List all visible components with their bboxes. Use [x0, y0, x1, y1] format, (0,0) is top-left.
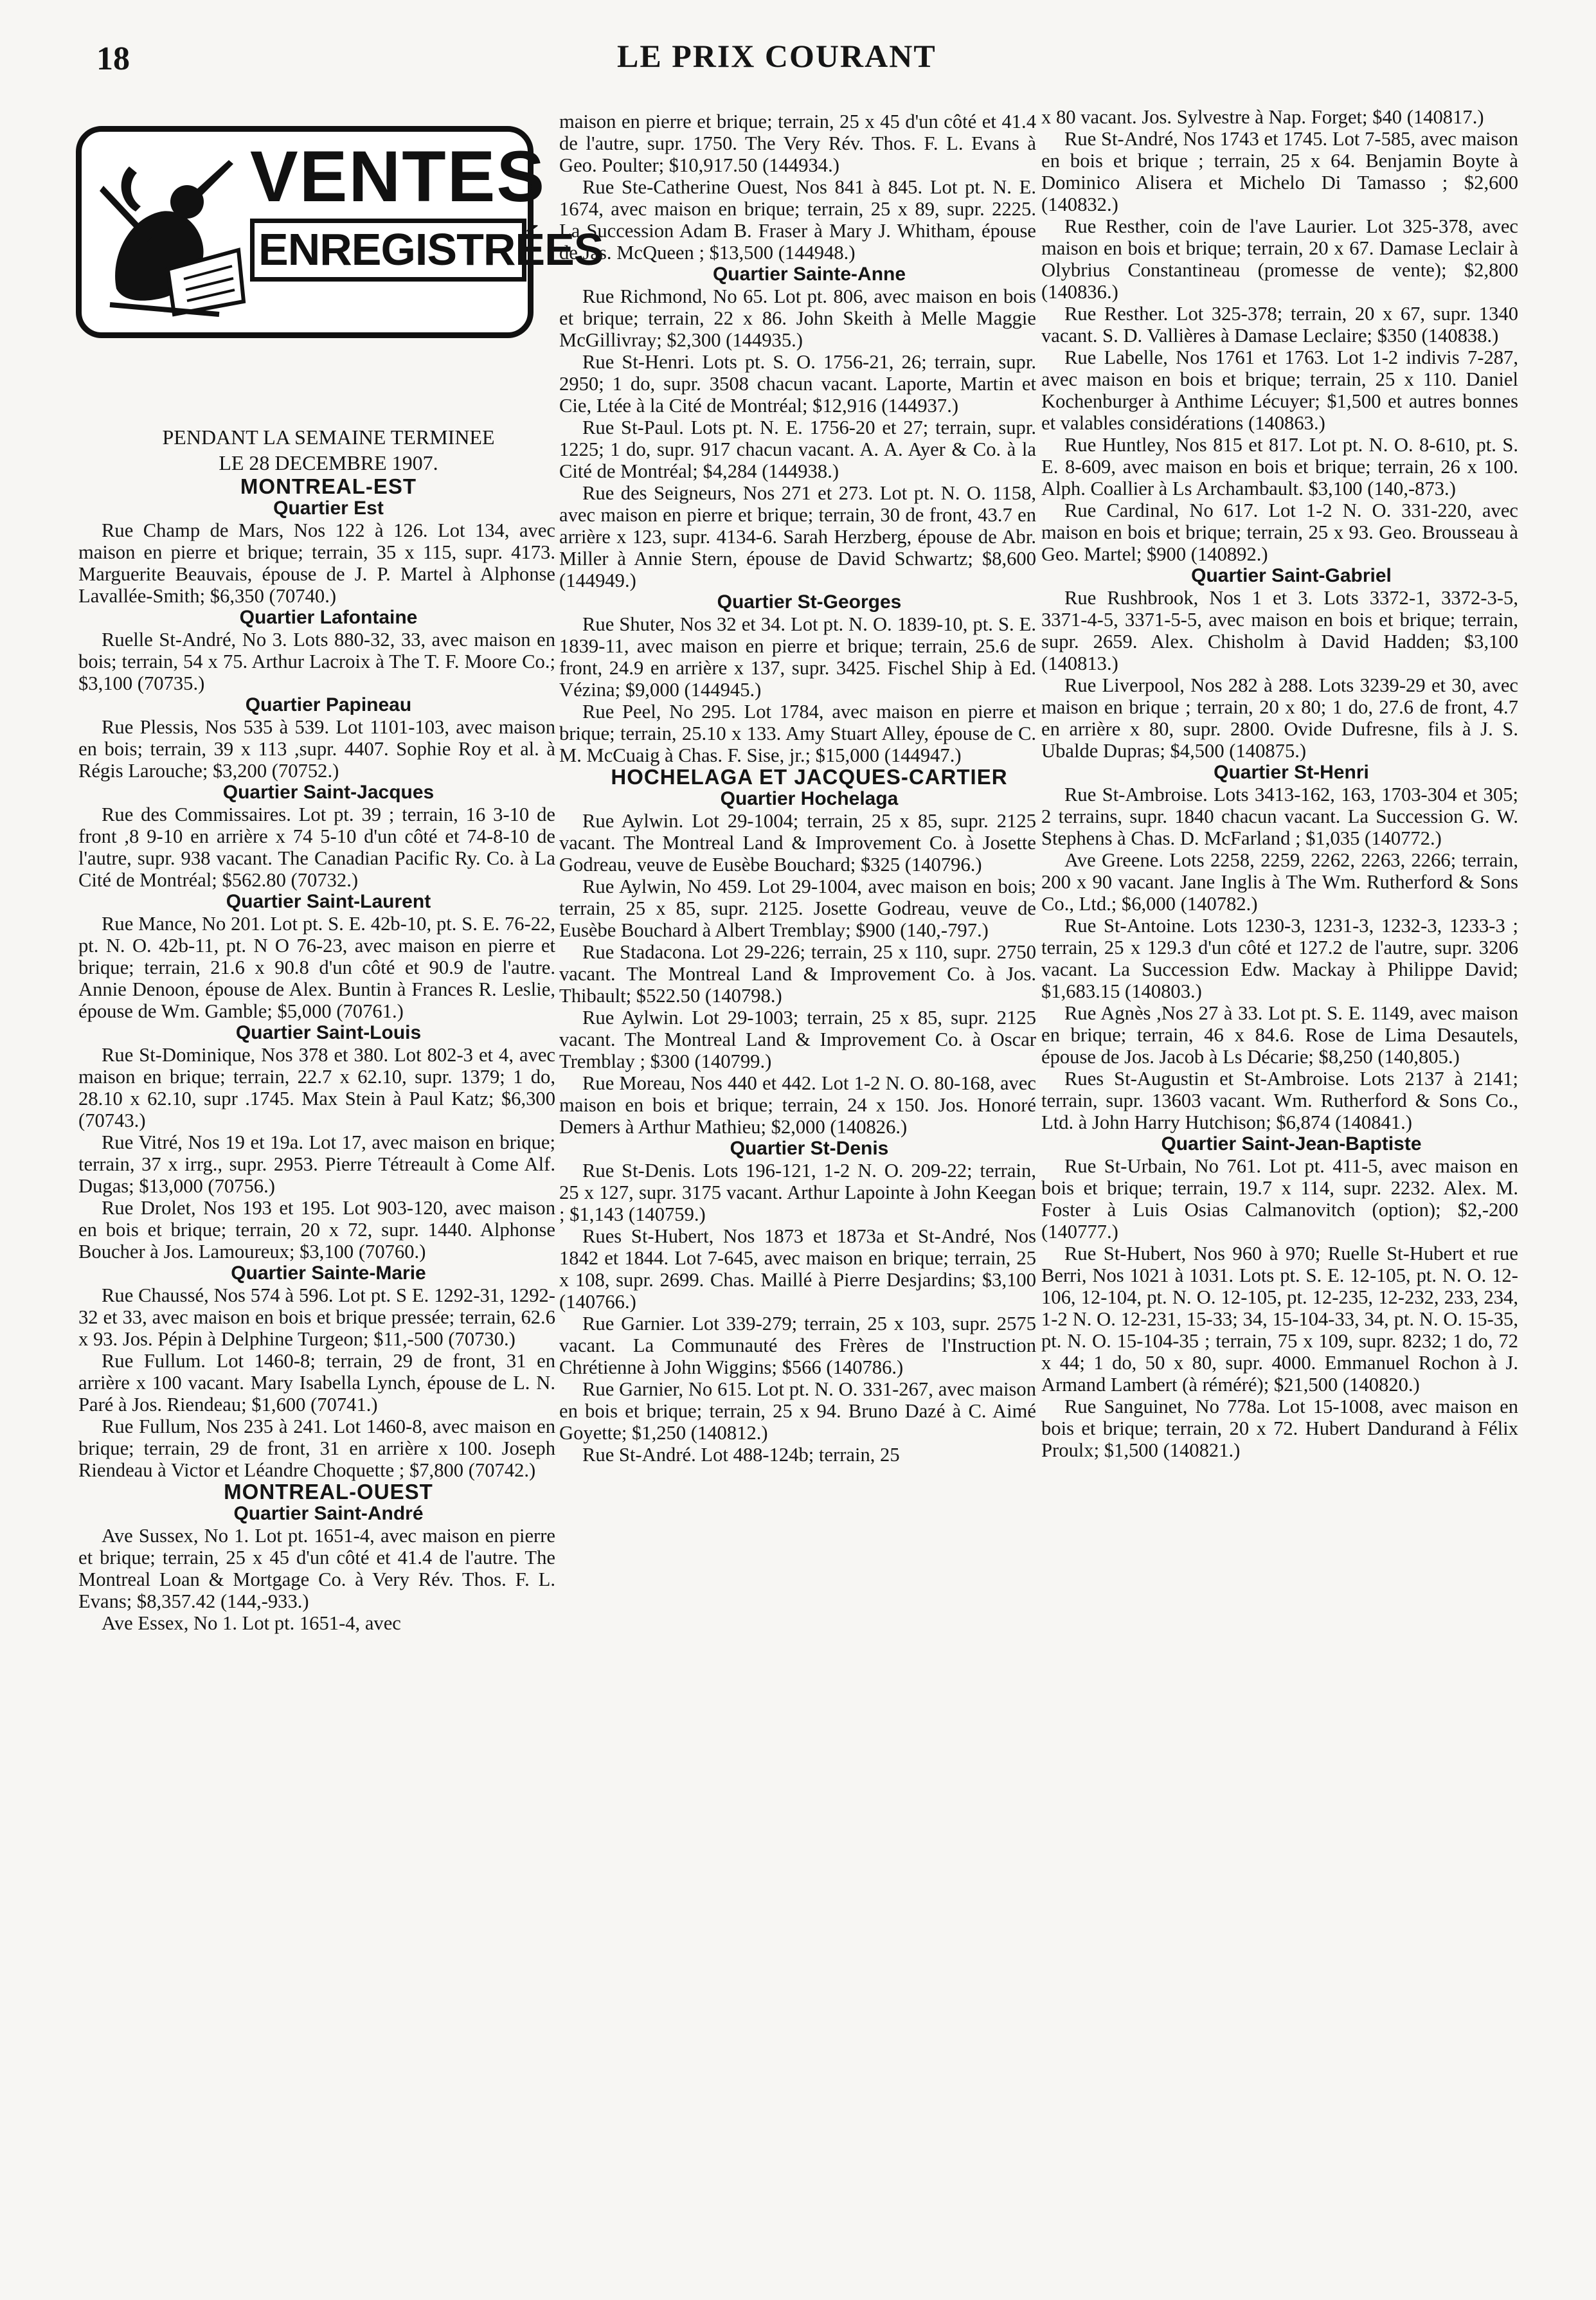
sale-entry: Rue Plessis, Nos 535 à 539. Lot 1101-103, avec maison en bois; terrain, 39 x 113 ,supr. 4407. Sophie Roy et al. à Régis Larouche; $3,200 (70752.) — [78, 716, 555, 782]
sale-entry: Rue Garnier, No 615. Lot pt. N. O. 331-267, avec maison en bois et brique; terrain, 25 x 94. Bruno Dazé à C. Aimé Goyette; $1,250 (140812.) — [559, 1378, 1036, 1444]
column-2-body — [559, 111, 1036, 1466]
sale-entry: Rue Fullum. Lot 1460-8; terrain, 29 de front, 31 en arrière x 100 vacant. Mary Isabella Lynch, épouse de L. N. Paré à Jos. Riendeau; $1,600 (70741.) — [78, 1350, 555, 1415]
quartier-heading: Quartier Sainte-Anne — [712, 264, 906, 285]
scribe-illustration-icon — [91, 141, 251, 327]
sale-entry: Rue St-Antoine. Lots 1230-3, 1231-3, 1232-3, 1233-3 ; terrain, 25 x 129.3 d'un côté et 127.2 de l'autre, supr. 3206 vacant. La Succession Edw. Mackay à Philippe David; $1,683.15 (140803.) — [1041, 915, 1518, 1002]
period-line2: LE 28 DECEMBRE 1907. — [219, 451, 438, 474]
sale-entry: Rue Labelle, Nos 1761 et 1763. Lot 1-2 indivis 7-287, avec maison en bois et brique; terrain, 25 x 110. Daniel Kochenburger à Anthime Lécuyer; $1,500 et autres bonnes et valables considérations (140863.) — [1041, 346, 1518, 434]
banner-line1: VENTES — [250, 136, 546, 217]
page-number: 18 — [96, 40, 130, 77]
sale-entry: Rue Chaussé, Nos 574 à 596. Lot pt. S E. 1292-31, 1292-32 et 33, avec maison en bois et brique pressée; terrain, 62.6 x 93. Jos. Pépin à Delphine Turgeon; $11,-500 (70730.) — [78, 1284, 555, 1350]
sale-entry: Rue Fullum, Nos 235 à 241. Lot 1460-8, avec maison en brique; terrain, 29 de front, 31 en arrière x 100. Joseph Riendeau à Victor et Léandre Choquette ; $7,800 (70742.) — [78, 1415, 555, 1481]
sale-entry: Rue Cardinal, No 617. Lot 1-2 N. O. 331-220, avec maison en bois et brique; terrain, 25 x 93. Geo. Brousseau à Geo. Martel; $900 (140892.) — [1041, 499, 1518, 565]
quartier-heading: Quartier Est — [273, 498, 384, 519]
district-heading: MONTREAL-OUEST — [224, 1480, 433, 1504]
quartier-heading: Quartier Hochelaga — [720, 788, 899, 809]
district-heading: MONTREAL-EST — [240, 474, 417, 498]
continued-entry: x 80 vacant. Jos. Sylvestre à Nap. Forget; $40 (140817.) — [1041, 106, 1484, 128]
sale-entry: Rue Agnès ,Nos 27 à 33. Lot pt. S. E. 1149, avec maison en brique; terrain, 46 x 84.6. Rose de Lima Desautels, épouse de Jos. Jacob à Ls Décarie; $8,250 (140,805.) — [1041, 1002, 1518, 1068]
sale-entry: Rue Garnier. Lot 339-279; terrain, 25 x 103, supr. 2575 vacant. La Communauté des Frères de l'Instruction Chrétienne à John Wiggins; $566 (140786.) — [559, 1313, 1036, 1378]
sale-entry: Rue St-Paul. Lots pt. N. E. 1756-20 et 27; terrain, supr. 1225; 1 do, supr. 917 chacun vacant. A. A. Ayer & Co. à la Cité de Montréal; $4,284 (144938.) — [559, 417, 1036, 482]
column-2 — [559, 111, 1036, 1466]
sale-entry: Ave Sussex, No 1. Lot pt. 1651-4, avec maison en pierre et brique; terrain, 25 x 45 d'un côté et 41.4 de l'autre. The Montreal Loan & Mortgage Co. à Very Rév. Thos. F. L. Evans; $8,357.42 (144,-933.) — [78, 1525, 555, 1612]
banner-line2: ENREGISTRÉES — [250, 219, 526, 282]
sale-entry: Rue Stadacona. Lot 29-226; terrain, 25 x 110, supr. 2750 vacant. The Montreal Land & Improvement Co. à Jos. Thibault; $522.50 (140798.) — [559, 941, 1036, 1007]
ventes-enregistrees-banner — [76, 126, 604, 338]
sale-entry: Rue Liverpool, Nos 282 à 288. Lots 3239-29 et 30, avec maison en brique ; terrain, 20 x 80; 1 do, 27.6 de front, 4.7 en arrière x 80, supr. 2800. Ovide Dufresne, fils à J. S. Ubalde Dupras; $4,500 (140875.) — [1041, 674, 1518, 762]
sale-entry: Rue St-Urbain, No 761. Lot pt. 411-5, avec maison en bois et brique; terrain, 19.7 x 114, supr. 2232. Alex. M. Foster à Luis Osias Calmanovitch (option); $2,-200 (140777.) — [1041, 1155, 1518, 1243]
sale-entry: Rue Vitré, Nos 19 et 19a. Lot 17, avec maison en brique; terrain, 37 x irrg., supr. 2953. Pierre Tétreault à Come Alf. Dugas; $13,000 (70756.) — [78, 1131, 555, 1197]
sale-entry: Rue Peel, No 295. Lot 1784, avec maison en pierre et brique; terrain, 25.10 x 133. Amy Stuart Alley, épouse de C. M. McCuaig à Chas. F. Sise, jr.; $15,000 (144947.) — [559, 701, 1036, 766]
sale-entry: Rues St-Augustin et St-Ambroise. Lots 2137 à 2141; terrain, supr. 13603 vacant. Wm. Rutherford & Sons Co., Ltd. à John Harry Hutchison; $6,874 (140841.) — [1041, 1068, 1518, 1133]
sale-entry: Ave Essex, No 1. Lot pt. 1651-4, avec — [102, 1612, 401, 1634]
sale-entry: Rue Rushbrook, Nos 1 et 3. Lots 3372-1, 3372-3-5, 3371-4-5, 3371-5-5, avec maison en bois et brique; terrain, supr. 2659. Alex. Chisholm à David Hadden; $3,100 (140813.) — [1041, 587, 1518, 674]
running-title: LE PRIX COURANT — [617, 38, 937, 74]
sale-entry: Rue St-Hubert, Nos 960 à 970; Ruelle St-Hubert et rue Berri, Nos 1021 à 1031. Lots pt. S. E. 12-105, pt. N. O. 12-106, 12-104, pt. N. O. 12-105, pt. 12-235, 12-232, 233, 234, 1-2 N. O. 12-231, 15-33; 34, 15-104-33, 34, pt. N. O. 15-35, pt. N. O. 15-104-35 ; terrain, 75 x 109, supr. 8232; 1 do, 72 x 44; 1 do, 50 x 80, supr. 4000. Emmanuel Rochon à J. Armand Lambert (à réméré); $21,500 (140820.) — [1041, 1243, 1518, 1396]
sale-entry: Rue des Seigneurs, Nos 271 et 273. Lot pt. N. O. 1158, avec maison en pierre et brique; terrain, 30 de front, 43.7 en arrière x 123, supr. 4134-6. Sarah Herzberg, épouse de Abr. Miller à Annie Stern, épouse de David Schwartz; $8,600 (144949.) — [559, 482, 1036, 591]
quartier-heading: Quartier Lafontaine — [239, 607, 418, 628]
column-1 — [78, 424, 555, 1634]
quartier-heading: Quartier Sainte-Marie — [231, 1262, 426, 1284]
sale-entry: Rue St-Ambroise. Lots 3413-162, 163, 1703-304 et 305; 2 terrains, supr. 1840 chacun vacant. La Succession G. W. Stephens à Chas. D. McFarland ; $1,035 (140772.) — [1041, 784, 1518, 849]
sale-entry: Rues St-Hubert, Nos 1873 et 1873a et St-André, Nos 1842 et 1844. Lot 7-645, avec maison en brique; terrain, 25 x 108, supr. 2699. Chas. Maillé à Pierre Desjardins; $3,100 (140766.) — [559, 1225, 1036, 1313]
banner-title — [250, 136, 604, 282]
sale-entry: Rue St-André. Lot 488-124b; terrain, 25 — [582, 1444, 900, 1466]
sale-entry: Rue St-Denis. Lots 196-121, 1-2 N. O. 209-22; terrain, 25 x 127, supr. 3175 vacant. Arthur Lapointe à John Keegan ; $1,143 (140759.) — [559, 1160, 1036, 1225]
quartier-heading: Quartier St-Georges — [717, 591, 902, 613]
column-3 — [1041, 106, 1518, 1461]
continued-entry: maison en pierre et brique; terrain, 25 x 45 d'un côté et 41.4 de l'autre, supr. 1750. The Very Rév. Thos. F. L. Evans à Geo. Poulter; $10,917.50 (144934.) — [559, 111, 1036, 176]
column-3-body — [1041, 106, 1518, 1461]
sale-entry: Rue St-Dominique, Nos 378 et 380. Lot 802-3 et 4, avec maison en brique; terrain, 22.7 x 62.10, supr. 1379; 1 do, 28.10 x 62.10, supr .1745. Max Stein à Paul Katz; $6,300 (70743.) — [78, 1044, 555, 1131]
sale-entry: Rue St-Henri. Lots pt. S. O. 1756-21, 26; terrain, supr. 2950; 1 do, supr. 3508 chacun vacant. Laporte, Martin et Cie, Ltée à la Cité de Montréal; $12,916 (144937.) — [559, 351, 1036, 417]
sale-entry: Ruelle St-André, No 3. Lots 880-32, 33, avec maison en bois; terrain, 54 x 75. Arthur Lacroix à The T. F. Moore Co.; $3,100 (70735.) — [78, 629, 555, 694]
sale-entry: Rue Aylwin. Lot 29-1004; terrain, 25 x 85, supr. 2125 vacant. The Montreal Land & Improvement Co. à Josette Godreau, veuve de Eusèbe Bouchard; $325 (140796.) — [559, 810, 1036, 876]
sale-entry: Rue Richmond, No 65. Lot pt. 806, avec maison en bois et brique; terrain, 22 x 86. John Skeith à Melle Maggie McGillivray; $2,300 (144935.) — [559, 285, 1036, 351]
quartier-heading: Quartier Saint-Louis — [235, 1022, 422, 1043]
sale-entry: Rue Moreau, Nos 440 et 442. Lot 1-2 N. O. 80-168, avec maison en bois et brique; terrain, 24 x 150. Jos. Honoré Demers à Arthur Mathieu; $2,000 (140826.) — [559, 1072, 1036, 1138]
quartier-heading: Quartier Saint-André — [233, 1503, 424, 1524]
sale-entry: Rue Huntley, Nos 815 et 817. Lot pt. N. O. 8-610, pt. S. E. 8-609, avec maison en bois et brique; terrain, 26 x 100. Alph. Coallier à Ls Archambault. $3,100 (140,-873.) — [1041, 434, 1518, 499]
sale-entry: Rue des Commissaires. Lot pt. 39 ; terrain, 16 3-10 de front ,8 9-10 en arrière x 74 5-10 d'un côté et 74-8-10 de l'autre, supr. 938 vacant. The Canadian Pacific Ry. Co. à La Cité de Montréal; $562.80 (70732.) — [78, 804, 555, 891]
column-1-body — [78, 476, 555, 1634]
sale-entry: Rue Ste-Catherine Ouest, Nos 841 à 845. Lot pt. N. E. 1674, avec maison en brique; terrain, 25 x 89, supr. 2225. La Succession Adam B. Fraser à Mary J. Whitham, épouse de Jas. McQueen ; $13,500 (144948.) — [559, 176, 1036, 264]
quartier-heading: Quartier St-Denis — [730, 1138, 889, 1159]
quartier-heading: Quartier Saint-Jacques — [222, 782, 435, 803]
sale-entry: Rue Resther, coin de l'ave Laurier. Lot 325-378, avec maison en bois et brique; terrain, 20 x 67. Damase Leclair à Olybrius Constantineau (promesse de vente); $2,800 (140836.) — [1041, 215, 1518, 303]
quartier-heading: Quartier St-Henri — [1214, 762, 1369, 783]
sale-entry: Rue Sanguinet, No 778a. Lot 15-1008, avec maison en bois et brique; terrain, 20 x 72. Hubert Dandurand à Félix Proulx; $1,500 (140821.) — [1041, 1396, 1518, 1461]
sale-entry: Rue Aylwin, No 459. Lot 29-1004, avec maison en bois; terrain, 25 x 85, supr. 2125. Josette Godreau, veuve de Eusèbe Bouchard à Albert Tremblay; $900 (140,-797.) — [559, 876, 1036, 941]
sale-entry: Rue Resther. Lot 325-378; terrain, 20 x 67, supr. 1340 vacant. S. D. Vallières à Damase Leclaire; $350 (140838.) — [1041, 303, 1518, 346]
district-heading: HOCHELAGA ET JACQUES-CARTIER — [611, 765, 1008, 789]
sale-entry: Rue Shuter, Nos 32 et 34. Lot pt. N. O. 1839-10, pt. S. E. 1839-11, avec maison en pierre et brique; terrain, 25.6 de front, 24.9 en arrière x 137, supr. 3425. Fischel Ship à Ed. Vézina; $9,000 (144945.) — [559, 613, 1036, 701]
quartier-heading: Quartier Papineau — [245, 694, 412, 715]
sale-entry: Ave Greene. Lots 2258, 2259, 2262, 2263, 2266; terrain, 200 x 90 vacant. Jane Inglis à The Wm. Rutherford & Sons Co., Ltd.; $6,000 (140782.) — [1041, 849, 1518, 915]
quartier-heading: Quartier Saint-Laurent — [226, 891, 431, 912]
quartier-heading: Quartier Saint-Gabriel — [1191, 565, 1392, 586]
sale-entry: Rue Aylwin. Lot 29-1003; terrain, 25 x 85, supr. 2125 vacant. The Montreal Land & Improvement Co. à Oscar Tremblay ; $300 (140799.) — [559, 1007, 1036, 1072]
period-line1: PENDANT LA SEMAINE TERMINEE — [162, 426, 495, 449]
quartier-heading: Quartier Saint-Jean-Baptiste — [1161, 1133, 1422, 1154]
sale-entry: Rue Champ de Mars, Nos 122 à 126. Lot 134, avec maison en pierre et brique; terrain, 35 x 115, supr. 4173. Marguerite Beauvais, épouse de J. P. Martel à Alphonse Lavallée-Smith; $6,350 (70740.) — [78, 519, 555, 607]
sale-entry: Rue Mance, No 201. Lot pt. S. E. 42b-10, pt. S. E. 76-22, pt. N. O. 42b-11, pt. N O 76-23, avec maison en pierre et brique; terrain, 21.6 x 90.8 d'un côté et 90.9 de l'autre. Annie Denoon, épouse de Alex. Buntin à Frances R. Leslie, épouse de Wm. Gamble; $5,000 (70761.) — [78, 913, 555, 1022]
sale-entry: Rue St-André, Nos 1743 et 1745. Lot 7-585, avec maison en bois et brique ; terrain, 25 x 64. Benjamin Boyte à Dominico Alisera et Michelo Di Tamasso ; $2,600 (140832.) — [1041, 128, 1518, 215]
sale-entry: Rue Drolet, Nos 193 et 195. Lot 903-120, avec maison en bois et brique; terrain, 20 x 72, supr. 1440. Alphonse Boucher à Jos. Lamoureux; $3,100 (70760.) — [78, 1197, 555, 1262]
